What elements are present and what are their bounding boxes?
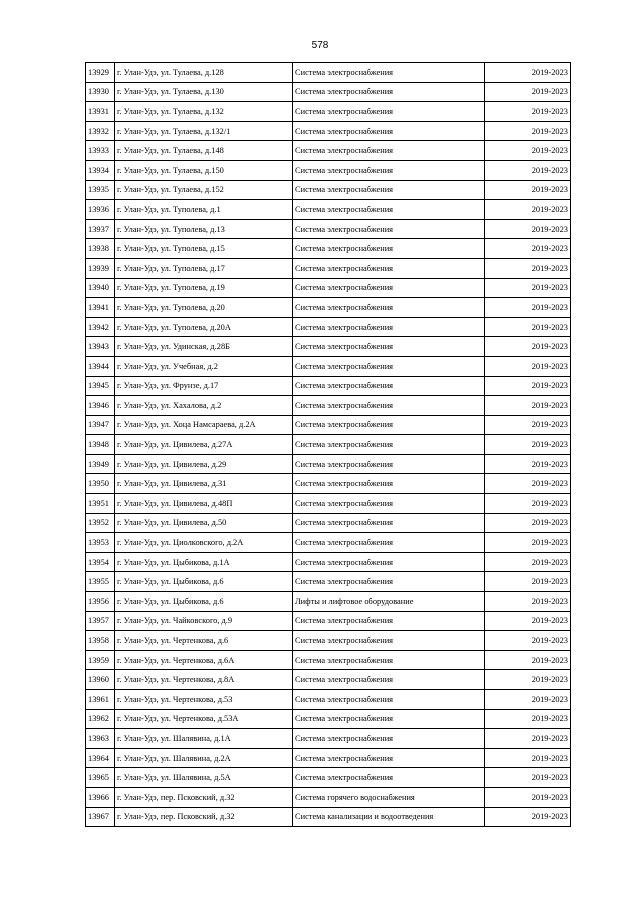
table-row xyxy=(86,474,571,494)
row-address: г. Улан-Удэ, ул. Шалявина, д.5А xyxy=(115,768,293,788)
row-system: Система электроснабжения xyxy=(293,513,485,533)
row-period: 2019-2023 xyxy=(485,435,571,455)
row-period: 2019-2023 xyxy=(485,709,571,729)
row-address: г. Улан-Удэ, пер. Псковский, д.32 xyxy=(115,787,293,807)
table-row xyxy=(86,611,571,631)
row-period: 2019-2023 xyxy=(485,317,571,337)
row-address: г. Улан-Удэ, ул. Хахалова, д.2 xyxy=(115,396,293,416)
row-system: Система электроснабжения xyxy=(293,200,485,220)
row-period: 2019-2023 xyxy=(485,160,571,180)
row-address: г. Улан-Удэ, ул. Туполева, д.20 xyxy=(115,298,293,318)
row-system: Система электроснабжения xyxy=(293,376,485,396)
row-system: Система электроснабжения xyxy=(293,415,485,435)
table-row xyxy=(86,631,571,651)
row-period: 2019-2023 xyxy=(485,356,571,376)
table-row xyxy=(86,572,571,592)
row-period: 2019-2023 xyxy=(485,239,571,259)
row-period: 2019-2023 xyxy=(485,748,571,768)
table-row xyxy=(86,729,571,749)
row-number: 13946 xyxy=(86,396,115,416)
row-number: 13940 xyxy=(86,278,115,298)
row-system: Система электроснабжения xyxy=(293,239,485,259)
table-row xyxy=(86,278,571,298)
row-system: Система электроснабжения xyxy=(293,474,485,494)
row-system: Система электроснабжения xyxy=(293,435,485,455)
table-row xyxy=(86,298,571,318)
row-period: 2019-2023 xyxy=(485,807,571,827)
table-row xyxy=(86,650,571,670)
row-system: Система электроснабжения xyxy=(293,180,485,200)
row-number: 13945 xyxy=(86,376,115,396)
row-number: 13932 xyxy=(86,121,115,141)
row-period: 2019-2023 xyxy=(485,376,571,396)
row-address: г. Улан-Удэ, ул. Тулаева, д.152 xyxy=(115,180,293,200)
table-row xyxy=(86,533,571,553)
table-row xyxy=(86,219,571,239)
row-number: 13958 xyxy=(86,631,115,651)
row-period: 2019-2023 xyxy=(485,82,571,102)
row-address: г. Улан-Удэ, ул. Тулаева, д.150 xyxy=(115,160,293,180)
row-address: г. Улан-Удэ, ул. Цивилева, д.27А xyxy=(115,435,293,455)
row-address: г. Улан-Удэ, ул. Чертенкова, д.6А xyxy=(115,650,293,670)
row-address: г. Улан-Удэ, ул. Цивилева, д.29 xyxy=(115,454,293,474)
table-row xyxy=(86,141,571,161)
row-address: г. Улан-Удэ, ул. Тулаева, д.148 xyxy=(115,141,293,161)
row-address: г. Улан-Удэ, ул. Цыбикова, д.6 xyxy=(115,592,293,612)
table-row xyxy=(86,787,571,807)
row-address: г. Улан-Удэ, ул. Тулаева, д.132 xyxy=(115,102,293,122)
table-row xyxy=(86,102,571,122)
row-period: 2019-2023 xyxy=(485,729,571,749)
row-address: г. Улан-Удэ, ул. Циолковского, д.2А xyxy=(115,533,293,553)
table-row xyxy=(86,494,571,514)
row-address: г. Улан-Удэ, ул. Туполева, д.15 xyxy=(115,239,293,259)
row-system: Система канализации и водоотведения xyxy=(293,807,485,827)
row-period: 2019-2023 xyxy=(485,611,571,631)
row-period: 2019-2023 xyxy=(485,278,571,298)
row-period: 2019-2023 xyxy=(485,180,571,200)
row-number: 13954 xyxy=(86,552,115,572)
row-system: Система электроснабжения xyxy=(293,63,485,83)
table-row xyxy=(86,63,571,83)
registry-table-body xyxy=(86,63,571,827)
table-row xyxy=(86,748,571,768)
row-address: г. Улан-Удэ, ул. Туполева, д.19 xyxy=(115,278,293,298)
row-address: г. Улан-Удэ, ул. Хоца Намсараева, д.2А xyxy=(115,415,293,435)
row-system: Система электроснабжения xyxy=(293,317,485,337)
row-system: Система электроснабжения xyxy=(293,219,485,239)
table-row xyxy=(86,768,571,788)
row-system: Система электроснабжения xyxy=(293,690,485,710)
row-number: 13964 xyxy=(86,748,115,768)
table-row xyxy=(86,337,571,357)
row-address: г. Улан-Удэ, пер. Псковский, д.32 xyxy=(115,807,293,827)
row-period: 2019-2023 xyxy=(485,670,571,690)
row-system: Система электроснабжения xyxy=(293,102,485,122)
row-period: 2019-2023 xyxy=(485,513,571,533)
table-row xyxy=(86,396,571,416)
row-system: Система электроснабжения xyxy=(293,670,485,690)
row-address: г. Улан-Удэ, ул. Цивилева, д.50 xyxy=(115,513,293,533)
row-number: 13936 xyxy=(86,200,115,220)
row-number: 13934 xyxy=(86,160,115,180)
row-number: 13957 xyxy=(86,611,115,631)
row-number: 13962 xyxy=(86,709,115,729)
page-number: 578 xyxy=(311,40,329,51)
table-row xyxy=(86,121,571,141)
row-period: 2019-2023 xyxy=(485,631,571,651)
registry-table xyxy=(85,62,571,827)
table-row xyxy=(86,592,571,612)
row-number: 13965 xyxy=(86,768,115,788)
row-period: 2019-2023 xyxy=(485,337,571,357)
row-number: 13951 xyxy=(86,494,115,514)
table-row xyxy=(86,82,571,102)
row-number: 13955 xyxy=(86,572,115,592)
row-number: 13963 xyxy=(86,729,115,749)
row-address: г. Улан-Удэ, ул. Чертенкова, д.53 xyxy=(115,690,293,710)
row-number: 13947 xyxy=(86,415,115,435)
table-row xyxy=(86,690,571,710)
row-system: Система электроснабжения xyxy=(293,160,485,180)
row-number: 13959 xyxy=(86,650,115,670)
row-number: 13930 xyxy=(86,82,115,102)
row-period: 2019-2023 xyxy=(485,690,571,710)
row-period: 2019-2023 xyxy=(485,298,571,318)
row-system: Система электроснабжения xyxy=(293,494,485,514)
table-row xyxy=(86,435,571,455)
row-address: г. Улан-Удэ, ул. Чертенкова, д.53А xyxy=(115,709,293,729)
row-period: 2019-2023 xyxy=(485,258,571,278)
row-system: Система электроснабжения xyxy=(293,337,485,357)
row-period: 2019-2023 xyxy=(485,572,571,592)
row-number: 13960 xyxy=(86,670,115,690)
row-period: 2019-2023 xyxy=(485,141,571,161)
row-number: 13931 xyxy=(86,102,115,122)
table-row xyxy=(86,258,571,278)
row-number: 13949 xyxy=(86,454,115,474)
row-address: г. Улан-Удэ, ул. Цыбикова, д.6 xyxy=(115,572,293,592)
table-row xyxy=(86,670,571,690)
row-system: Лифты и лифтовое оборудование xyxy=(293,592,485,612)
row-address: г. Улан-Удэ, ул. Удинская, д.28Б xyxy=(115,337,293,357)
row-number: 13944 xyxy=(86,356,115,376)
row-system: Система электроснабжения xyxy=(293,552,485,572)
row-number: 13933 xyxy=(86,141,115,161)
row-number: 13956 xyxy=(86,592,115,612)
row-system: Система электроснабжения xyxy=(293,748,485,768)
row-address: г. Улан-Удэ, ул. Чертенкова, д.8А xyxy=(115,670,293,690)
row-address: г. Улан-Удэ, ул. Тулаева, д.128 xyxy=(115,63,293,83)
row-period: 2019-2023 xyxy=(485,454,571,474)
row-period: 2019-2023 xyxy=(485,219,571,239)
row-system: Система электроснабжения xyxy=(293,121,485,141)
row-system: Система электроснабжения xyxy=(293,729,485,749)
row-system: Система электроснабжения xyxy=(293,356,485,376)
row-period: 2019-2023 xyxy=(485,787,571,807)
row-period: 2019-2023 xyxy=(485,650,571,670)
row-system: Система электроснабжения xyxy=(293,396,485,416)
row-number: 13935 xyxy=(86,180,115,200)
row-period: 2019-2023 xyxy=(485,768,571,788)
row-address: г. Улан-Удэ, ул. Тулаева, д.132/1 xyxy=(115,121,293,141)
row-address: г. Улан-Удэ, ул. Фрунзе, д.17 xyxy=(115,376,293,396)
row-number: 13929 xyxy=(86,63,115,83)
row-period: 2019-2023 xyxy=(485,200,571,220)
row-address: г. Улан-Удэ, ул. Туполева, д.17 xyxy=(115,258,293,278)
row-address: г. Улан-Удэ, ул. Туполева, д.20А xyxy=(115,317,293,337)
row-address: г. Улан-Удэ, ул. Цивилева, д.31 xyxy=(115,474,293,494)
row-system: Система электроснабжения xyxy=(293,298,485,318)
row-address: г. Улан-Удэ, ул. Чайковского, д.9 xyxy=(115,611,293,631)
row-system: Система электроснабжения xyxy=(293,650,485,670)
row-system: Система электроснабжения xyxy=(293,611,485,631)
row-system: Система электроснабжения xyxy=(293,278,485,298)
row-system: Система электроснабжения xyxy=(293,82,485,102)
row-period: 2019-2023 xyxy=(485,533,571,553)
row-address: г. Улан-Удэ, ул. Цыбикова, д.1А xyxy=(115,552,293,572)
row-system: Система электроснабжения xyxy=(293,141,485,161)
table-row xyxy=(86,415,571,435)
row-number: 13943 xyxy=(86,337,115,357)
row-period: 2019-2023 xyxy=(485,592,571,612)
row-number: 13967 xyxy=(86,807,115,827)
table-row xyxy=(86,317,571,337)
table-row xyxy=(86,200,571,220)
row-period: 2019-2023 xyxy=(485,552,571,572)
row-address: г. Улан-Удэ, ул. Тулаева, д.130 xyxy=(115,82,293,102)
row-period: 2019-2023 xyxy=(485,474,571,494)
row-system: Система электроснабжения xyxy=(293,454,485,474)
table-row xyxy=(86,552,571,572)
row-number: 13942 xyxy=(86,317,115,337)
row-address: г. Улан-Удэ, ул. Чертенкова, д.6 xyxy=(115,631,293,651)
table-row xyxy=(86,160,571,180)
row-system: Система электроснабжения xyxy=(293,768,485,788)
row-number: 13938 xyxy=(86,239,115,259)
row-period: 2019-2023 xyxy=(485,415,571,435)
row-number: 13941 xyxy=(86,298,115,318)
table-row xyxy=(86,180,571,200)
row-system: Система электроснабжения xyxy=(293,631,485,651)
table-row xyxy=(86,709,571,729)
row-address: г. Улан-Удэ, ул. Шалявина, д.1А xyxy=(115,729,293,749)
row-number: 13950 xyxy=(86,474,115,494)
table-row xyxy=(86,376,571,396)
row-system: Система электроснабжения xyxy=(293,533,485,553)
row-number: 13953 xyxy=(86,533,115,553)
row-address: г. Улан-Удэ, ул. Цивилева, д.48П xyxy=(115,494,293,514)
table-row xyxy=(86,454,571,474)
row-number: 13937 xyxy=(86,219,115,239)
row-period: 2019-2023 xyxy=(485,63,571,83)
row-system: Система электроснабжения xyxy=(293,709,485,729)
table-row xyxy=(86,239,571,259)
row-address: г. Улан-Удэ, ул. Шалявина, д.2А xyxy=(115,748,293,768)
table-row xyxy=(86,513,571,533)
row-number: 13952 xyxy=(86,513,115,533)
row-period: 2019-2023 xyxy=(485,494,571,514)
table-row xyxy=(86,807,571,827)
row-number: 13966 xyxy=(86,787,115,807)
row-period: 2019-2023 xyxy=(485,121,571,141)
row-address: г. Улан-Удэ, ул. Учебная, д.2 xyxy=(115,356,293,376)
row-system: Система горячего водоснабжения xyxy=(293,787,485,807)
row-period: 2019-2023 xyxy=(485,102,571,122)
row-system: Система электроснабжения xyxy=(293,572,485,592)
row-number: 13939 xyxy=(86,258,115,278)
row-period: 2019-2023 xyxy=(485,396,571,416)
table-row xyxy=(86,356,571,376)
row-number: 13948 xyxy=(86,435,115,455)
row-system: Система электроснабжения xyxy=(293,258,485,278)
row-address: г. Улан-Удэ, ул. Туполева, д.1 xyxy=(115,200,293,220)
row-address: г. Улан-Удэ, ул. Туполева, д.13 xyxy=(115,219,293,239)
row-number: 13961 xyxy=(86,690,115,710)
